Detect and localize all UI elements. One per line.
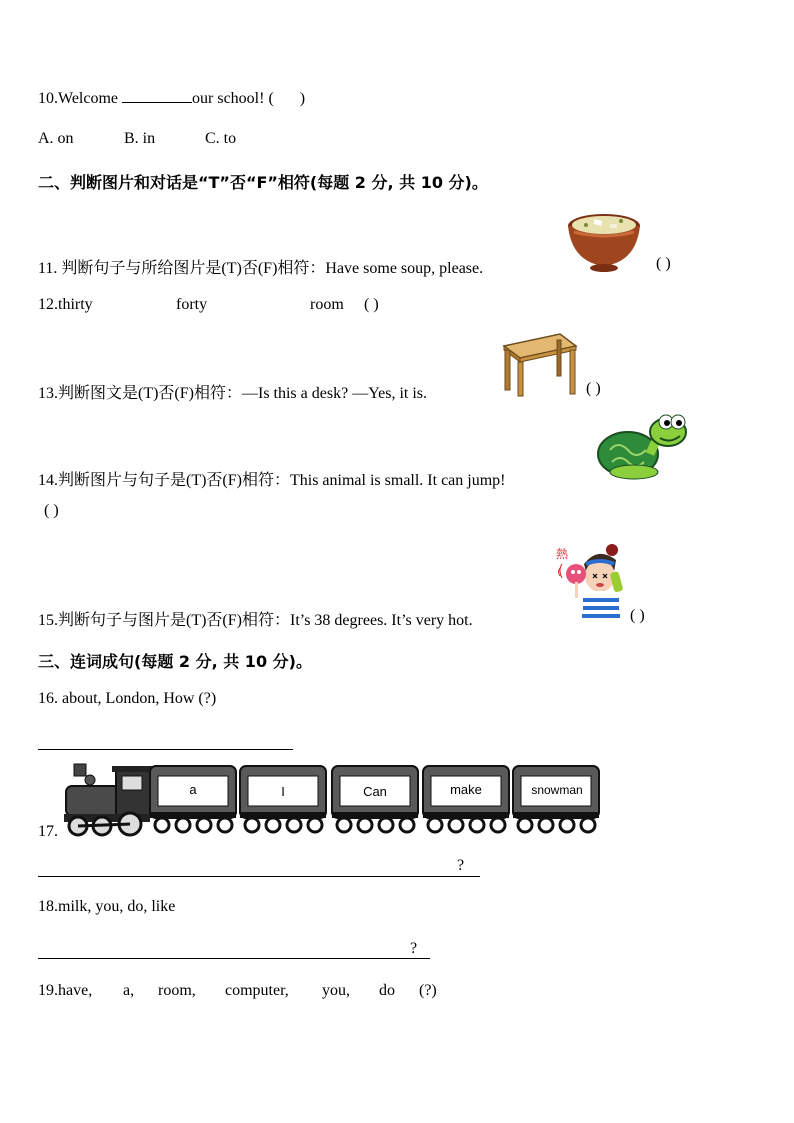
q19-word-2: a, [123, 982, 135, 999]
q13-answer-paren[interactable]: ( ) [586, 380, 601, 397]
q14-answer-paren[interactable]: ( ) [44, 502, 59, 519]
q10-paren-close: ) [299, 90, 306, 107]
question-18: 18.milk, you, do, like [38, 898, 176, 915]
q19-word-3: room, [158, 982, 196, 999]
q12-word-1: 12.thirty [38, 296, 93, 313]
train-icon [62, 762, 602, 838]
q17-question-mark: ? [457, 857, 465, 874]
q10-option-c[interactable]: C. to [205, 130, 237, 147]
question-14: 14.判断图片与句子是(T)否(F)相符：This animal is small. It can jump! [38, 472, 506, 489]
q18-question-mark: ? [410, 940, 418, 957]
question-15: 15.判断句子与图片是(T)否(F)相符：It’s 38 degrees. It’s very hot. [38, 612, 473, 629]
q17-answer-line[interactable] [38, 876, 480, 877]
section-3-heading: 三、连词成句(每题 2 分, 共 10 分)。 [38, 652, 312, 671]
train-car-word-4: make [450, 782, 482, 797]
q15-answer-paren[interactable]: ( ) [630, 607, 645, 624]
question-11: 11. 判断句子与所给图片是(T)否(F)相符：Have some soup, please. [38, 260, 484, 277]
q11-answer-paren[interactable]: ( ) [656, 255, 671, 272]
hot-girl-icon [556, 542, 626, 626]
train-car-word-5: snowman [531, 783, 583, 797]
q19-word-7: (?) [419, 982, 437, 999]
question-16: 16. about, London, How (?) [38, 690, 217, 707]
q10-text-before: 10.Welcome [38, 90, 119, 107]
q16-answer-line[interactable] [38, 749, 293, 750]
q10-text-after: our school! ( [192, 90, 274, 107]
q19-word-1: 19.have, [38, 982, 93, 999]
desk-icon [500, 332, 580, 398]
q10-option-a[interactable]: A. on [38, 130, 74, 147]
section-2-heading: 二、判断图片和对话是“T”否“F”相符(每题 2 分, 共 10 分)。 [38, 173, 488, 192]
question-13: 13.判断图文是(T)否(F)相符：—Is this a desk? —Yes, it is. [38, 385, 428, 402]
train-car-word-1: a [189, 782, 197, 797]
q10-blank[interactable] [122, 88, 192, 103]
train-car-word-2: I [281, 784, 285, 799]
soup-bowl-icon [566, 210, 644, 272]
hot-label: 熱 [556, 547, 569, 561]
q19-word-4: computer, [225, 982, 289, 999]
q19-word-5: you, [322, 982, 350, 999]
q19-word-6: do [379, 982, 395, 999]
question-17-number: 17. [38, 823, 58, 840]
q10-option-b[interactable]: B. in [124, 130, 156, 147]
q12-word-2: forty [176, 296, 208, 313]
q18-answer-line[interactable] [38, 958, 430, 959]
q12-word-3: room [310, 296, 344, 313]
question-10 [38, 88, 305, 108]
q12-answer-paren[interactable]: ( ) [364, 296, 379, 313]
turtle-icon [598, 410, 690, 482]
train-car-word-3: Can [363, 784, 387, 799]
